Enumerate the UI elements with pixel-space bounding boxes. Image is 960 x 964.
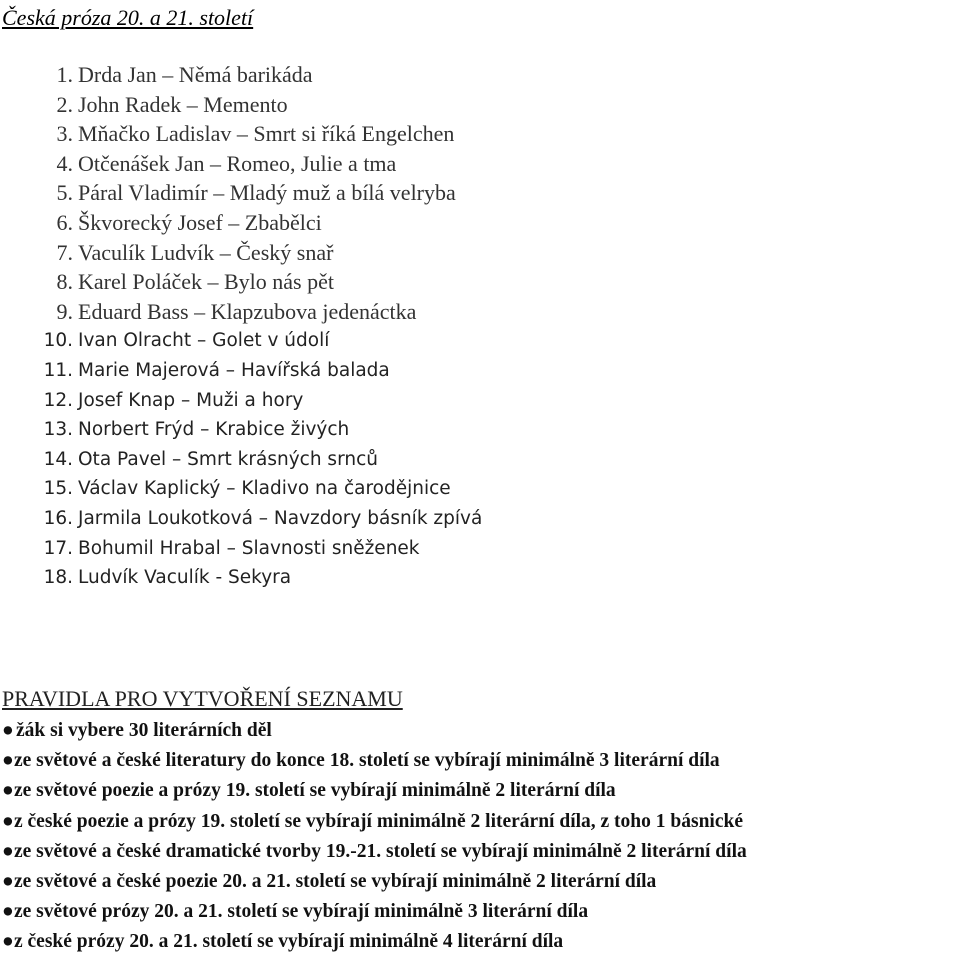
item-text: Eduard Bass – Klapzubova jedenáctka	[78, 298, 417, 324]
item-text: Jarmila Loukotková – Navzdory básník zpívá	[78, 507, 483, 529]
item-number: 17.	[43, 537, 73, 559]
item-number: 18.	[43, 567, 73, 589]
item-text: Ludvík Vaculík - Sekyra	[78, 567, 292, 589]
rule-text: ze světové a české poezie 20. a 21. století se vybírají minimálně 2 literární díla	[14, 870, 657, 892]
item-text: Bohumil Hrabal – Slavnosti sněženek	[78, 537, 420, 559]
item-text: Otčenášek Jan – Romeo, Julie a tma	[78, 150, 397, 176]
item-number: 9.	[56, 298, 73, 324]
item-text: Ota Pavel – Smrt krásných srnců	[78, 448, 378, 470]
bullet-icon: ●	[2, 780, 14, 802]
item-number: 10.	[43, 330, 73, 352]
item-text: Mňačko Ladislav – Smrt si říká Engelchen	[78, 121, 455, 147]
item-number: 13.	[43, 419, 73, 441]
item-number: 4.	[56, 150, 73, 176]
rule-text: ze světové poezie a prózy 19. století se vybírají minimálně 2 literární díla	[14, 780, 616, 802]
rule-text: ze světové a české literatury do konce 18. století se vybírají minimálně 3 literární díla	[14, 750, 720, 772]
rule-text: z české poezie a prózy 19. století se vybírají minimálně 2 literární díla, z toho 1 básnické	[14, 810, 743, 832]
item-number: 8.	[56, 269, 73, 295]
item-number: 6.	[56, 209, 73, 235]
item-number: 15.	[43, 478, 73, 500]
item-number: 7.	[56, 239, 73, 265]
item-text: Vaculík Ludvík – Český snař	[78, 239, 334, 265]
item-number: 11.	[43, 359, 73, 381]
item-number: 3.	[56, 121, 73, 147]
rule-text: ze světové a české dramatické tvorby 19.-21. století se vybírají minimálně 2 literární díla	[14, 840, 747, 862]
bullet-icon: ●	[2, 870, 14, 892]
bullet-icon: ●	[2, 720, 14, 741]
item-number: 12.	[43, 389, 73, 411]
item-number: 5.	[56, 180, 73, 206]
bullet-icon: ●	[2, 810, 14, 832]
document-title: Česká próza 20. a 21. století	[2, 5, 254, 30]
bullet-icon: ●	[2, 840, 14, 862]
rule-text: z české prózy 20. a 21. století se vybírají minimálně 4 literární díla	[14, 931, 564, 953]
item-text: Karel Poláček – Bylo nás pět	[78, 269, 334, 295]
item-text: John Radek – Memento	[78, 91, 288, 117]
item-text: Marie Majerová – Havířská balada	[78, 359, 390, 381]
item-number: 14.	[43, 448, 73, 470]
item-text: Drda Jan – Němá barikáda	[78, 62, 313, 87]
item-number: 2.	[56, 91, 73, 117]
item-text: Norbert Frýd – Krabice živých	[78, 419, 350, 441]
bullet-icon: ●	[2, 750, 14, 772]
item-text: Václav Kaplický – Kladivo na čarodějnice	[78, 478, 451, 500]
bullet-icon: ●	[2, 931, 14, 953]
item-text: Josef Knap – Muži a hory	[78, 389, 304, 411]
bullet-icon: ●	[2, 901, 14, 923]
item-text: Škvorecký Josef – Zbabělci	[78, 209, 322, 235]
rule-text: žák si vybere 30 literárních děl	[16, 720, 272, 741]
item-text: Páral Vladimír – Mladý muž a bílá velryba	[78, 180, 456, 206]
item-number: 1.	[56, 62, 73, 87]
rules-heading: PRAVIDLA PRO VYTVOŘENÍ SEZNAMU	[2, 686, 403, 711]
item-number: 16.	[43, 507, 73, 529]
rule-text: ze světové prózy 20. a 21. století se vybírají minimálně 3 literární díla	[14, 901, 589, 923]
item-text: Ivan Olracht – Golet v údolí	[78, 330, 330, 352]
